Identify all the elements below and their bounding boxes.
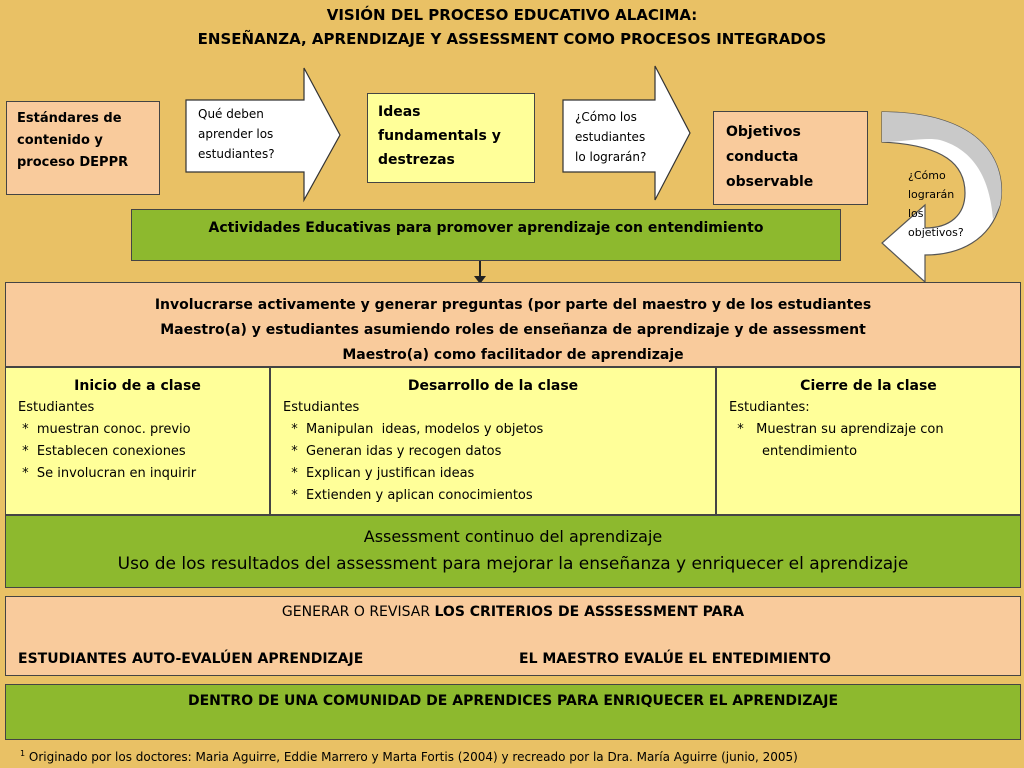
- column-heading: Desarrollo de la clase: [407, 378, 579, 394]
- curve-label-line: los: [908, 207, 924, 220]
- curve-label-line: lograrán: [908, 188, 955, 201]
- column-subheading: Estudiantes: [283, 400, 360, 415]
- footnote-mark: 1: [20, 749, 26, 758]
- column-closing: [716, 367, 1021, 515]
- column-start: [5, 367, 270, 515]
- engagement-line: Involucrarse activamente y generar preguntas (por parte del maestro y de los estudiantes: [154, 297, 872, 313]
- column-item: * muestran conoc. previo: [18, 422, 191, 437]
- title-line-2: ENSEÑANZA, APRENDIZAJE Y ASSESSMENT COMO PROCESOS INTEGRADOS: [197, 30, 827, 48]
- ideas-line: destrezas: [378, 152, 455, 168]
- objectives-line: conducta: [726, 149, 799, 165]
- title-line-1: VISIÓN DEL PROCESO EDUCATIVO ALACIMA:: [326, 6, 698, 24]
- assessment-text: Uso de los resultados del assessment para mejorar la enseñanza y enriquecer el aprendizaje: [117, 554, 909, 574]
- activities-banner: Actividades Educativas para promover aprendizaje con entendimiento: [131, 209, 841, 261]
- footnote-text: Originado por los doctores: Maria Aguirre, Eddie Marrero y Marta Fortis (2004) y recreado por la Dra. María Aguirre (junio, 2005): [25, 750, 798, 764]
- ideas-box: [367, 93, 535, 183]
- column-heading: Inicio de a clase: [74, 378, 201, 394]
- standards-line: contenido y: [17, 133, 103, 148]
- engagement-line: Maestro(a) y estudiantes asumiendo roles de enseñanza de aprendizaje y de assessment: [160, 322, 866, 338]
- arrow-1-line: Qué deben: [198, 107, 264, 121]
- arrow-1-text: [198, 104, 308, 164]
- column-item: * Manipulan ideas, modelos y objetos: [283, 422, 544, 437]
- curve-label-line: ¿Cómo: [908, 169, 946, 182]
- standards-line: Estándares de: [17, 111, 122, 126]
- column-item: * Generan idas y recogen datos: [283, 444, 502, 459]
- column-item: * Se involucran en inquirir: [18, 466, 197, 481]
- column-item: * Explican y justifican ideas: [283, 466, 475, 481]
- assessment-banner: [5, 515, 1021, 588]
- column-subheading: Estudiantes:: [729, 400, 810, 415]
- footnote: [20, 749, 798, 764]
- arrow-1-line: estudiantes?: [198, 147, 275, 161]
- arrow-2-text: [575, 107, 667, 167]
- column-heading: Cierre de la clase: [800, 378, 937, 394]
- arrow-1-line: aprender los: [198, 127, 274, 141]
- ideas-line: Ideas: [378, 104, 421, 120]
- column-item: * Extienden y aplican conocimientos: [283, 488, 533, 503]
- criteria-students: ESTUDIANTES AUTO-EVALÚEN APRENDIZAJE: [18, 651, 364, 667]
- objectives-line: observable: [726, 174, 814, 190]
- curve-label-line: objetivos?: [908, 226, 964, 239]
- assessment-title: Assessment continuo del aprendizaje: [363, 527, 663, 546]
- criteria-text-normal: GENERAR O REVISAR: [281, 604, 435, 620]
- standards-line: proceso DEPPR: [17, 155, 129, 170]
- objectives-line: Objetivos: [726, 124, 801, 140]
- engagement-line: Maestro(a) como facilitador de aprendizaje: [342, 347, 684, 363]
- objectives-box: [713, 111, 868, 205]
- arrow-2-line: ¿Cómo los: [575, 110, 637, 124]
- column-item: * Muestran su aprendizaje con: [729, 422, 944, 437]
- criteria-text-bold: LOS CRITERIOS DE ASSSESSMENT PARA: [434, 604, 745, 620]
- column-item: * Establecen conexiones: [18, 444, 186, 459]
- engagement-box: [5, 282, 1021, 367]
- community-banner: DENTRO DE UNA COMUNIDAD DE APRENDICES PARA ENRIQUECER EL APRENDIZAJE: [5, 684, 1021, 740]
- curve-label: [908, 166, 988, 242]
- criteria-line: [5, 604, 1021, 620]
- criteria-teacher: EL MAESTRO EVALÚE EL ENTEDIMIENTO: [519, 651, 831, 667]
- standards-box: [6, 101, 160, 195]
- ideas-line: fundamentals y: [378, 128, 501, 144]
- column-item: entendimiento: [729, 444, 858, 459]
- arrow-2-line: estudiantes: [575, 130, 646, 144]
- column-development: [270, 367, 716, 515]
- arrow-2-line: lo lograrán?: [575, 150, 647, 164]
- column-subheading: Estudiantes: [18, 400, 95, 415]
